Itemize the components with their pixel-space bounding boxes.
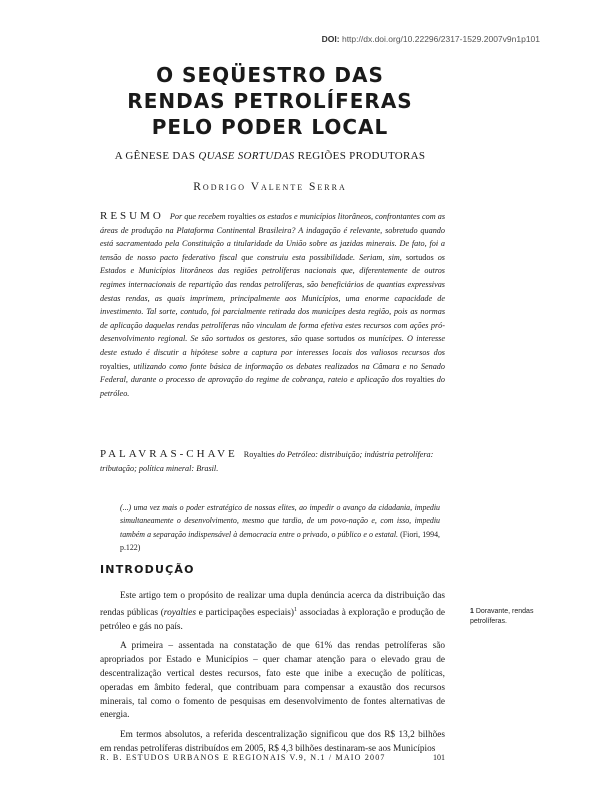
page-number: 101 (433, 753, 445, 762)
abstract-text: os estados e municípios litorâneos, confrontantes com as áreas de produção na Plataforma Continental Brasileira? A indagação é relevante, sobretudo quando está sacramentado pela Constituição a titularidade da União sobre as jazidas minerais. De fato, foi a tensão de nosso pacto federativo fiscal que construiu esta possibilidade. Seriam, sim, (100, 212, 446, 262)
title-line-2: RENDAS PETROLÍFERAS (127, 89, 413, 113)
abstract-text: , utilizando como fonte básica de informação os debates realizados na Câmara e no Senado Federal, durante o processo de aprovação do regime de cobrança, rateio e aplicação dos (100, 361, 445, 385)
epigraph-quote (120, 501, 440, 555)
paragraph-text: Este artigo tem o propósito de realizar uma dupla denúncia acerca da distribuição das rendas públicas ( (100, 591, 445, 618)
paragraph: Em termos absolutos, a referida descentralização significou que dos R$ 13,2 bilhões em rendas petrolíferas distribuídos em 2005, R$ 4,3 bilhões destinaram-se aos Municípios (100, 730, 445, 755)
abstract-text: Por que recebem (169, 212, 228, 221)
abstract-term: royalties (405, 375, 435, 385)
abstract-heading: RESUMO (100, 210, 164, 222)
keywords (100, 448, 445, 475)
doi-line (322, 34, 540, 44)
title-line-3: PELO PODER LOCAL (151, 115, 389, 139)
section-heading: INTRODUÇÃO (100, 563, 195, 576)
subtitle-post: REGIÕES PRODUTORAS (294, 150, 426, 162)
quote-text: (...) uma vez mais o poder estratégico de nossas elites, ao impedir o avanço da cidadania, impediu simultaneamente o desenvolvimento, mesmo que tardio, de um povo-nação e, com isso, impediu também a separação indispensável à democracia entre o privado, o público e o estatal. (120, 503, 440, 539)
paragraph (100, 590, 445, 634)
abstract-term: royalties (227, 212, 256, 221)
keywords-text: do Petróleo: distribuição; indústria petrolífera: tributação; política mineral: Brasil. (100, 450, 434, 473)
keyword-term: Royalties (243, 450, 275, 459)
doi-link[interactable]: http://dx.doi.org/10.22296/2317-1529.2007v9n1p101 (341, 34, 540, 44)
footnote-text: Doravante, rendas petrolíferas. (470, 608, 534, 625)
author-name: Rodrigo Valente Serra (193, 181, 347, 193)
abstract (100, 210, 445, 400)
journal-info: R. B. ESTUDOS URBANOS E REGIONAIS V.9, N.1 / MAIO 2007 (100, 753, 386, 762)
doi-label: DOI: (321, 34, 340, 44)
quote-citation: (Fiori, 1994, p.122) (120, 529, 440, 553)
title-line-1: O SEQÜESTRO DAS (156, 63, 384, 87)
footnote-number: 1 (470, 608, 474, 615)
paragraph-text: e participações especiais) (196, 607, 294, 618)
subtitle-pre: A GÊNESE DAS (114, 150, 199, 162)
abstract-term: sortudos (405, 252, 434, 262)
keywords-heading: PALAVRAS-CHAVE (100, 448, 238, 460)
subtitle-italic: QUASE SORTUDAS (198, 150, 295, 162)
page-footer (100, 753, 445, 762)
abstract-term: royalties (100, 361, 129, 371)
paragraph: A primeira – assentada na constatação de que 61% das rendas petrolíferas são apropriados por Estado e Municípios – quer chamar atenção para o elevado grau de descentralização vertical destes recursos, fato este que inibe a execução de políticas, operadas em âmbito federal, que contribuam para compensar a exaustão dos recursos minerais, tal como o fomento de pesquisas em desenvolvimento de fontes alternativas de energia. (100, 641, 445, 721)
abstract-text: os munícipes. O interesse deste estudo é discutir a hipótese sobre a captura por interesses locais dos valiosos recursos dos (100, 334, 446, 357)
paragraph-text: associadas à exploração e produção de petróleo e gás no país. (100, 607, 445, 632)
abstract-term: quase sortudos (305, 334, 355, 344)
footnote-ref[interactable]: 1 (294, 606, 297, 613)
paragraph-term: royalties (163, 607, 196, 618)
footnote (470, 607, 565, 626)
abstract-text: do petróleo. (100, 375, 445, 398)
abstract-text: os Estados e Municípios litorâneos das regiões petrolíferas nacionais que, diferentemente de outros regimes internacionais de repartição das rendas petrolíferas, são beneficiários de quantias expressivas destas rendas, as quais imprimem, principalmente aos Municípios, uma enorme capacidade de investimento. Tal sorte, contudo, foi parcialmente retirada dos municípes desta região, pois as normas de aplicação daquelas rendas petrolíferas não vinculam de forma efetiva estes recursos com ações pró-desenvolvimento regional. Se são sortudos os gestores, são (100, 252, 445, 344)
body-text (100, 590, 445, 763)
article-subtitle (0, 150, 540, 162)
article-title (0, 62, 540, 140)
